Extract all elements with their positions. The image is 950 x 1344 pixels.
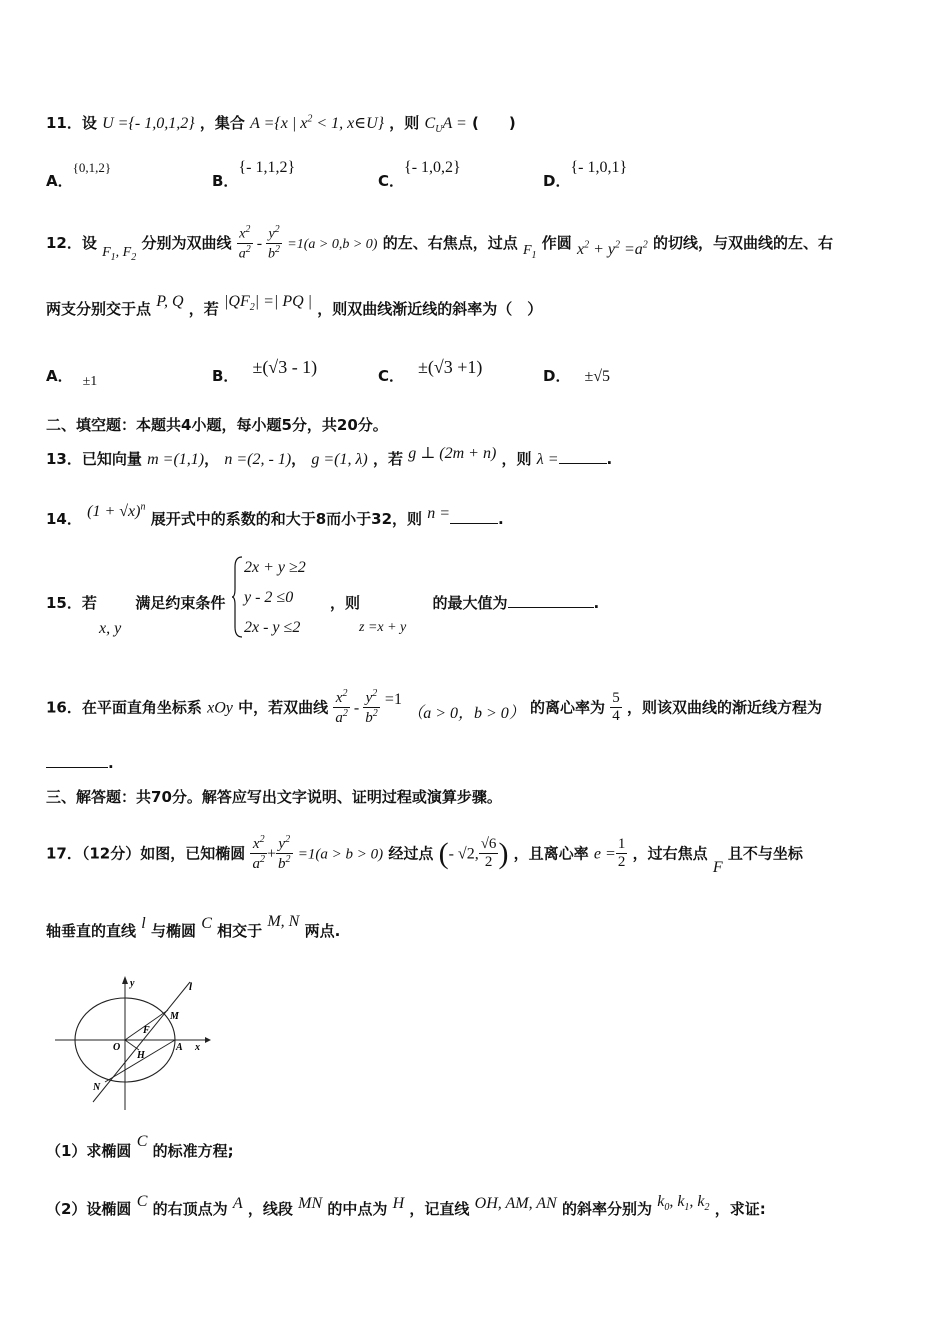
q12-text: 分别为双曲线	[141, 233, 232, 252]
q11-complement: $C_UA$ =	[424, 115, 467, 136]
q17-segment-mn: MN	[298, 1195, 323, 1212]
q17-text-7: 相交于	[217, 922, 263, 940]
q15-constraints	[244, 553, 306, 643]
q17-part2-ellipse: C	[136, 1193, 148, 1210]
q16-answer-blank	[46, 767, 108, 768]
q17-part1-text-2: 的标准方程;	[152, 1142, 234, 1160]
q13-stem: 13．已知向量 m =(1,1)， n =(2, - 1)， g =(1, λ) ，若 g ⊥ (2m + n) ，则 λ = .	[46, 445, 613, 468]
q17-text-4: 且不与坐标	[727, 844, 803, 863]
q11-option-b: B．{- 1,1,2}	[212, 159, 296, 190]
q14-n: n =	[427, 505, 451, 522]
q13-text-2: ，则	[501, 450, 532, 468]
q13-vector-m: m =(1,1)	[147, 451, 205, 468]
q17-text-5: 轴垂直的直线	[46, 922, 137, 940]
q15-number: 15．若	[46, 594, 97, 612]
q16-text-2: 的离心率为	[530, 698, 606, 717]
q17-part2	[46, 1193, 766, 1221]
q14-text: 展开式中的系数的和大于8而小于32，则	[150, 510, 423, 528]
q11-universal-set: U ={- 1,0,1,2}	[102, 115, 195, 132]
q17-stem-line2	[46, 913, 341, 941]
q17-part2-text-7: ，求证:	[714, 1200, 766, 1218]
q11-set-a: A ={x | $x^2 < 1$, x∈U}	[250, 113, 385, 132]
x-axis-arrow	[205, 1037, 211, 1043]
q15-answer-blank	[508, 607, 594, 608]
q17-part2-text-4: 的中点为	[327, 1200, 388, 1218]
q17-part1-ellipse: C	[136, 1133, 148, 1150]
q12-circle: $x^2 + y^2 =a^2$	[576, 239, 648, 258]
label-o: O	[113, 1042, 121, 1053]
q17-part2-text-6: 的斜率分别为	[561, 1200, 652, 1218]
q17-text-2: ，且离心率	[513, 844, 589, 863]
q15-constraint-1: 2x + y ≥2	[244, 559, 306, 576]
q11-text-2: ，则	[389, 114, 420, 132]
q17-slopes: $k_0$, $k_1$, $k_2$	[657, 1193, 710, 1214]
q12-option-c: C． ±(√3 +1)	[378, 357, 483, 385]
q13-lambda: λ =	[536, 451, 559, 468]
q17-part2-text-3: ，线段	[247, 1200, 293, 1218]
q16-x-term: $\frac{x^2}{a^2}$	[335, 688, 348, 727]
q15-text-2: ，则	[330, 594, 361, 612]
q15-constraint-2: y - 2 ≤0	[244, 589, 294, 606]
q11-option-c: C．{- 1,0,2}	[378, 159, 461, 190]
q17-ellipse-x-term: $\frac{x^2}{a^2}$	[252, 834, 265, 873]
q13-perpendicular: g ⊥ (2m + n)	[408, 445, 497, 462]
q17-ellipse-c: C	[201, 915, 212, 932]
q16-text-3: ，则该双曲线的渐近线方程为	[627, 698, 823, 717]
q12-text-3: 作圆	[541, 233, 572, 252]
q15-stem	[46, 592, 225, 613]
q12-points: P, Q	[156, 293, 184, 310]
q14-answer-blank	[450, 523, 498, 524]
q17-focus: F	[712, 859, 723, 877]
q12-stem-line2	[46, 293, 543, 321]
q12-stem-line1: 12．设 $F_1$, $F_2$ 分别为双曲线 $\frac{x^2}{a^2}$ - $\frac{y^2}{b^2}$ =1(a > 0,b > 0) 的左、右焦点，过点 $F_1$ 作圆 $x^2 + y^2 =a^2$ 的切线，与双曲线的左、右	[46, 224, 834, 263]
q17-part2-text-5: ，记直线	[409, 1200, 470, 1218]
q12-option-b: B． ±(√3 - 1)	[212, 357, 318, 385]
q15-constraint-3: 2x - y ≤2	[244, 619, 301, 636]
label-m: M	[170, 1011, 179, 1022]
q15-text: 满足约束条件	[135, 594, 226, 612]
label-h: H	[137, 1050, 145, 1061]
q15-variables: x, y	[99, 620, 122, 637]
q17-midpoint-h: H	[392, 1195, 405, 1212]
q17-text: 经过点	[388, 844, 434, 863]
q16-answer-line: .	[46, 754, 114, 772]
q17-part1-text: （1）求椭圆	[46, 1142, 132, 1160]
q16-condition: （a > 0，b > 0）	[407, 705, 525, 723]
q13-number: 13．已知向量	[46, 450, 142, 468]
q16-number: 16．在平面直角坐标系	[46, 698, 202, 717]
q12-hyperbola-condition: =1(a > 0,b > 0)	[287, 236, 378, 252]
q16-stem: 16．在平面直角坐标系 xOy 中，若双曲线 $\frac{x^2}{a^2}$ - $\frac{y^2}{b^2}$ =1 （a > 0，b > 0） 的离心率为 $\frac{5}{4}$ ，则该双曲线的渐近线方程为	[46, 688, 823, 727]
q17-point-x: - √2,	[448, 845, 479, 863]
q13-text: ，若	[373, 450, 404, 468]
label-l: l	[189, 981, 193, 993]
q17-ellipse-y-term: $\frac{y^2}{b^2}$	[278, 834, 291, 873]
q12-option-a: A． ±1	[46, 367, 98, 389]
section-2-heading: 二、填空题：本题共4小题，每小题5分，共20分。	[46, 416, 388, 434]
label-y: y	[130, 978, 135, 989]
q17-vertex-a: A	[232, 1195, 243, 1212]
q17-line-l: l	[141, 915, 146, 932]
q11-answer-paren: ( )	[471, 114, 516, 132]
q11-number: 11．设	[46, 114, 97, 132]
q14-number: 14．	[46, 510, 82, 528]
q16-eccentricity: $\frac{5}{4}$	[612, 690, 620, 725]
q17-eccentricity: $\frac{1}{2}$	[617, 836, 626, 871]
q17-point-y: $\frac{√6}{2}$	[480, 836, 497, 871]
q11-option-a: A．{0,1,2}	[46, 160, 112, 190]
q11-text: ，集合	[199, 114, 245, 132]
q16-coordinate-system: xOy	[207, 699, 233, 717]
q15-tail: ，则 的最大值为 .	[330, 594, 600, 612]
q16-equals-one: =1	[384, 691, 402, 709]
q16-y-term: $\frac{y^2}{b^2}$	[365, 688, 378, 727]
q17-eccentricity-label: e =	[593, 845, 616, 863]
q11-option-d: D．{- 1,0,1}	[543, 159, 628, 190]
q17-number: 17．（12分）如图，已知椭圆	[46, 844, 246, 863]
q17-part2-text-2: 的右顶点为	[152, 1200, 228, 1218]
q12-option-d: D． ±√5	[543, 367, 611, 385]
q13-answer-blank	[559, 463, 607, 464]
q13-vector-g: g =(1, λ)	[311, 451, 368, 468]
q17-lines: OH, AM, AN	[474, 1195, 557, 1212]
q14-binomial: $(1 + √x)^n$	[87, 501, 146, 520]
q12-abs-condition: $|QF_2|$ =| PQ |	[224, 293, 313, 314]
label-x: x	[195, 1042, 200, 1053]
q12-hyperbola-y-term: $\frac{y^2}{b^2}$	[268, 224, 281, 262]
q12-hyperbola-x-term: $\frac{x^2}{a^2}$	[238, 224, 251, 262]
q15-text-3: 的最大值为	[432, 594, 508, 612]
q17-text-8: 两点.	[304, 922, 341, 940]
q12-focus-f1: $F_1$	[522, 242, 537, 261]
q12-text-2: 的左、右焦点，过点	[382, 233, 518, 252]
segment-oh	[125, 1040, 139, 1050]
label-n: N	[93, 1082, 101, 1093]
label-f: F	[143, 1025, 150, 1036]
q13-vector-n: n =(2, - 1)	[224, 451, 292, 468]
q12-text-5: 两支分别交于点	[46, 300, 152, 318]
label-a: A	[176, 1042, 183, 1053]
q17-part2-text: （2）设椭圆	[46, 1200, 132, 1218]
q11-stem	[46, 112, 516, 135]
q16-text: 中，若双曲线	[238, 698, 329, 717]
q12-text-4: 的切线，与双曲线的左、右	[653, 233, 834, 252]
q14-stem: 14． $(1 + √x)^n$ 展开式中的系数的和大于8而小于32，则 n = .	[46, 501, 504, 528]
q17-ellipse-condition: =1(a > b > 0)	[297, 846, 384, 863]
q17-text-6: 与椭圆	[150, 922, 196, 940]
q17-points: M, N	[267, 913, 300, 930]
q12-foci: $F_1$, $F_2$	[102, 244, 137, 263]
q12-number: 12．设	[46, 233, 97, 252]
q15-brace	[232, 555, 244, 639]
y-axis-arrow	[122, 976, 128, 984]
q12-text-7: ，则双曲线渐近线的斜率为（ ）	[317, 300, 543, 318]
q17-figure	[55, 970, 215, 1115]
q17-text-3: ，过右焦点	[632, 844, 708, 863]
q17-stem-line1: 17．（12分）如图，已知椭圆 $\frac{x^2}{a^2}$ + $\frac{y^2}{b^2}$ =1(a > b > 0) 经过点 (- √2, $\frac{√6}{2}$ ) ，且离心率 e = $\frac{1}{2}$ ，过右焦点 F 且不与坐标	[46, 834, 803, 877]
q17-part1	[46, 1133, 234, 1161]
q12-text-6: ，若	[188, 300, 219, 318]
section-3-heading: 三、解答题：共70分。解答应写出文字说明、证明过程或演算步骤。	[46, 788, 502, 806]
q15-objective: z =x + y	[359, 620, 407, 635]
